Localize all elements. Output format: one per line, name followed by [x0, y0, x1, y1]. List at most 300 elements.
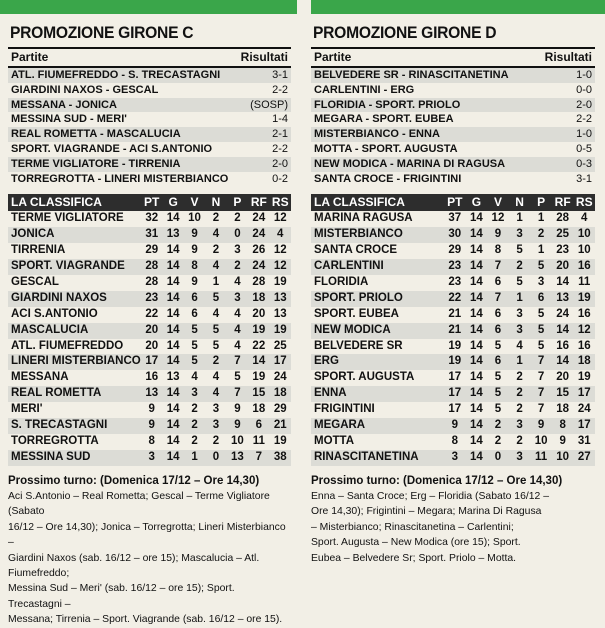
- match-score: 2-0: [272, 157, 288, 170]
- stat-cell: 1: [212, 275, 220, 288]
- stat-cell: 20: [556, 260, 570, 273]
- stat-cell: 5: [537, 339, 545, 352]
- stat-cell: 0: [212, 450, 220, 463]
- stat-cell: 2: [191, 418, 198, 431]
- match-name: ATL. FIUMEFREDDO - S. TRECASTAGNI: [11, 69, 221, 81]
- next-round-title: Prossimo turno: (Domenica 17/12 – Ore 14,30): [311, 474, 563, 487]
- standings-row: [311, 386, 595, 402]
- stat-cell: 14: [166, 355, 180, 368]
- stat-cell: 16: [145, 371, 159, 384]
- stat-cell: 5: [494, 339, 502, 352]
- girone-c-title: PROMOZIONE GIRONE C: [10, 23, 194, 42]
- team-name: SPORT. AUGUSTA: [314, 371, 415, 384]
- stat-cell: 7: [234, 355, 241, 368]
- match-score: 1-4: [272, 113, 288, 126]
- stat-cell: 5: [494, 371, 502, 384]
- stat-cell: 24: [577, 403, 591, 416]
- match-score: 3-1: [576, 172, 592, 185]
- stat-cell: 14: [556, 355, 570, 368]
- stat-cell: 3: [148, 450, 155, 463]
- stat-cell: 7: [494, 260, 502, 273]
- stat-cell: 2: [212, 434, 220, 447]
- stat-cell: 2: [494, 418, 502, 431]
- standings-row: [311, 275, 595, 291]
- team-name: TERME VIGLIATORE: [11, 212, 124, 225]
- stat-cell: 9: [494, 228, 502, 241]
- standings-row: [311, 370, 595, 386]
- match-score: 1-0: [576, 128, 592, 141]
- standings-row: [8, 227, 291, 243]
- match-score: 2-0: [576, 98, 592, 111]
- stat-cell: 17: [448, 403, 462, 416]
- stat-cell: 5: [494, 403, 502, 416]
- result-row: [311, 127, 595, 142]
- standings-row: [8, 402, 291, 418]
- stat-cell: 14: [469, 450, 483, 463]
- stat-cell: 14: [469, 260, 483, 273]
- stat-cell: 12: [273, 260, 287, 273]
- stat-cell: 20: [252, 307, 266, 320]
- stat-cell: 4: [212, 307, 220, 320]
- stat-cell: 2: [234, 212, 241, 225]
- stat-cell: 21: [448, 323, 462, 336]
- standings-header: [311, 194, 595, 211]
- stat-cell: 2: [516, 403, 523, 416]
- standings-row: [8, 291, 291, 307]
- stat-cell: 1: [516, 355, 523, 368]
- stat-cell: 14: [166, 212, 180, 225]
- stat-cell: 6: [494, 307, 502, 320]
- standings-col-header: PT: [447, 195, 463, 210]
- stat-cell: 14: [166, 339, 180, 352]
- stat-cell: 23: [448, 260, 462, 273]
- stat-cell: 9: [191, 228, 198, 241]
- match-name: TERME VIGLIATORE - TIRRENIA: [11, 157, 181, 170]
- stat-cell: 3: [451, 450, 458, 463]
- team-name: SPORT. PRIOLO: [314, 291, 403, 304]
- result-row: [8, 142, 291, 157]
- standings-col-header: RS: [575, 195, 593, 210]
- stat-cell: 38: [273, 450, 287, 463]
- stat-cell: 10: [556, 450, 570, 463]
- standings-row: [311, 291, 595, 307]
- standings-row: [8, 307, 291, 323]
- team-name: MARINA RAGUSA: [314, 212, 413, 225]
- stat-cell: 23: [448, 275, 462, 288]
- stat-cell: 3: [234, 291, 241, 304]
- girone-c-column: [8, 22, 291, 628]
- stat-cell: 5: [537, 323, 545, 336]
- stat-cell: 2: [516, 434, 523, 447]
- stat-cell: 3: [516, 418, 523, 431]
- stat-cell: 14: [469, 323, 483, 336]
- standings-col-header: G: [471, 195, 482, 210]
- stat-cell: 7: [537, 403, 545, 416]
- stat-cell: 14: [469, 418, 483, 431]
- green-strip-left: [0, 0, 297, 14]
- match-score: 0-5: [576, 142, 592, 155]
- result-row: [311, 68, 595, 83]
- result-row: [8, 83, 291, 98]
- stat-cell: 8: [494, 244, 502, 257]
- team-name: ATL. FIUMEFREDDO: [11, 339, 124, 352]
- standings-row: [311, 450, 595, 466]
- stat-cell: 3: [212, 403, 220, 416]
- stat-cell: 24: [252, 212, 266, 225]
- result-row: [8, 172, 291, 187]
- stat-cell: 20: [145, 323, 159, 336]
- stat-cell: 4: [191, 371, 198, 384]
- standings-row: [311, 259, 595, 275]
- next-round-line: Ore 14,30); Frigintini – Megara; Marina Di Ragusa: [311, 506, 542, 518]
- standings-row: [8, 211, 291, 227]
- result-row: [8, 112, 291, 127]
- stat-cell: 28: [252, 275, 266, 288]
- stat-cell: 7: [537, 371, 545, 384]
- standings-row: [8, 418, 291, 434]
- stat-cell: 25: [273, 339, 287, 352]
- stat-cell: 6: [494, 355, 502, 368]
- stat-cell: 14: [166, 291, 180, 304]
- match-score: 1-0: [576, 69, 592, 81]
- stat-cell: 20: [556, 371, 570, 384]
- next-round-line: – Misterbianco; Rinascitanetina – Carlentini;: [311, 521, 514, 533]
- stat-cell: 19: [252, 323, 266, 336]
- stat-cell: 18: [556, 403, 570, 416]
- next-round-line: Aci S.Antonio – Real Rometta; Gescal – Terme Vigliatore (Sabato: [8, 491, 270, 518]
- stat-cell: 15: [252, 387, 266, 400]
- stat-cell: 11: [578, 275, 591, 288]
- team-name: GESCAL: [11, 275, 59, 288]
- team-name: SPORT. EUBEA: [314, 307, 399, 320]
- stat-cell: 14: [469, 275, 483, 288]
- stat-cell: 19: [273, 434, 287, 447]
- match-score: 2-2: [272, 83, 288, 96]
- standings-row: [8, 370, 291, 386]
- stat-cell: 17: [145, 355, 159, 368]
- stat-cell: 3: [191, 387, 198, 400]
- next-round-text: [311, 489, 595, 566]
- stat-cell: 8: [451, 434, 458, 447]
- stat-cell: 4: [212, 371, 220, 384]
- stat-cell: 9: [191, 244, 198, 257]
- stat-cell: 12: [273, 212, 287, 225]
- stat-cell: 13: [556, 291, 570, 304]
- standings-body: [311, 211, 595, 465]
- stat-cell: 5: [191, 355, 198, 368]
- match-name: MOTTA - SPORT. AUGUSTA: [314, 142, 458, 155]
- stat-cell: 5: [191, 323, 198, 336]
- match-score: 0-2: [272, 172, 288, 185]
- stat-cell: 14: [469, 291, 483, 304]
- standings-table: [8, 194, 291, 465]
- standings-row: [8, 450, 291, 466]
- standings-col-header: N: [515, 195, 524, 210]
- match-name: MESSINA SUD - MERI': [11, 113, 127, 126]
- stat-cell: 1: [191, 450, 198, 463]
- stat-cell: 3: [516, 450, 523, 463]
- stat-cell: 9: [191, 275, 198, 288]
- stat-cell: 18: [273, 387, 287, 400]
- team-name: ENNA: [314, 387, 347, 400]
- team-name: ERG: [314, 355, 339, 368]
- stat-cell: 27: [577, 450, 591, 463]
- stat-cell: 12: [577, 323, 591, 336]
- team-name: MISTERBIANCO: [314, 228, 403, 241]
- match-name: MEGARA - SPORT. EUBEA: [314, 113, 454, 126]
- stat-cell: 14: [166, 260, 180, 273]
- stat-cell: 2: [212, 355, 220, 368]
- stat-cell: 13: [145, 387, 159, 400]
- stat-cell: 29: [273, 403, 287, 416]
- stat-cell: 14: [469, 212, 483, 225]
- results-list: [311, 68, 595, 186]
- stat-cell: 1: [516, 212, 523, 225]
- stat-cell: 17: [448, 387, 462, 400]
- team-name: TORREGROTTA: [11, 434, 99, 447]
- standings-row: [311, 211, 595, 227]
- match-score: 2-1: [272, 128, 288, 141]
- standings-col-header: P: [233, 195, 242, 210]
- stat-cell: 24: [252, 260, 266, 273]
- stat-cell: 17: [577, 418, 591, 431]
- stat-cell: 6: [494, 323, 502, 336]
- match-score: (SOSP): [250, 98, 288, 111]
- next-round-line: 16/12 – Ore 14,30); Jonica – Torregrotta; Lineri Misterbianco –: [8, 521, 286, 549]
- stat-cell: 9: [451, 418, 458, 431]
- stat-cell: 6: [494, 275, 502, 288]
- stat-cell: 29: [145, 244, 159, 257]
- results-header-label: Risultati: [240, 50, 288, 64]
- stat-cell: 16: [577, 260, 591, 273]
- team-name: MESSINA SUD: [11, 450, 91, 463]
- stat-cell: 8: [191, 260, 198, 273]
- stat-cell: 10: [577, 244, 591, 257]
- stat-cell: 14: [556, 275, 570, 288]
- stat-cell: 5: [537, 260, 545, 273]
- stat-cell: 14: [166, 275, 180, 288]
- stat-cell: 2: [516, 387, 523, 400]
- stat-cell: 11: [252, 434, 265, 447]
- standings-col-header: PT: [144, 195, 160, 210]
- standings-row: [311, 402, 595, 418]
- result-row: [311, 83, 595, 98]
- match-name: FLORIDIA - SPORT. PRIOLO: [314, 98, 461, 111]
- stat-cell: 9: [148, 403, 155, 416]
- stat-cell: 2: [537, 228, 545, 241]
- stat-cell: 13: [273, 307, 287, 320]
- match-score: 2-2: [272, 142, 288, 155]
- stat-cell: 16: [556, 339, 570, 352]
- standings-title: LA CLASSIFICA: [314, 195, 405, 210]
- stat-cell: 24: [556, 307, 570, 320]
- stat-cell: 4: [212, 260, 220, 273]
- stat-cell: 18: [577, 355, 591, 368]
- stat-cell: 15: [556, 387, 570, 400]
- stat-cell: 16: [577, 307, 591, 320]
- stat-cell: 14: [166, 403, 180, 416]
- next-round-line: Giardini Naxos (sab. 16/12 – ore 15); Mascalucia – Atl. Fiumefreddo;: [8, 552, 260, 580]
- stat-cell: 21: [273, 418, 287, 431]
- stat-cell: 28: [145, 275, 159, 288]
- stat-cell: 9: [234, 418, 241, 431]
- girone-d-title: PROMOZIONE GIRONE D: [313, 23, 497, 42]
- stat-cell: 26: [252, 244, 266, 257]
- stat-cell: 6: [191, 291, 198, 304]
- standings-row: [311, 323, 595, 339]
- standings-row: [8, 243, 291, 259]
- match-score: 0-3: [576, 157, 592, 170]
- team-name: MESSANA: [11, 371, 69, 384]
- stat-cell: 19: [448, 339, 462, 352]
- stat-cell: 31: [145, 228, 159, 241]
- stat-cell: 29: [448, 244, 462, 257]
- green-strip-right: [311, 0, 605, 14]
- stat-cell: 4: [234, 307, 241, 320]
- team-name: CARLENTINI: [314, 260, 384, 273]
- stat-cell: 2: [212, 244, 220, 257]
- result-row: [311, 172, 595, 187]
- stat-cell: 5: [494, 387, 502, 400]
- stat-cell: 6: [255, 418, 263, 431]
- team-name: FLORIDIA: [314, 275, 369, 288]
- standings-row: [8, 339, 291, 355]
- result-row: [8, 68, 291, 83]
- stat-cell: 2: [212, 212, 220, 225]
- stat-cell: 5: [516, 244, 523, 257]
- standings-col-header: V: [190, 195, 199, 210]
- stat-cell: 2: [234, 260, 241, 273]
- stat-cell: 5: [537, 307, 545, 320]
- stat-cell: 3: [234, 244, 241, 257]
- stat-cell: 24: [252, 228, 266, 241]
- stat-cell: 9: [537, 418, 545, 431]
- stat-cell: 37: [448, 212, 462, 225]
- stat-cell: 3: [516, 307, 523, 320]
- stat-cell: 0: [234, 228, 241, 241]
- stat-cell: 14: [469, 403, 483, 416]
- standings-row: [8, 275, 291, 291]
- stat-cell: 3: [537, 275, 545, 288]
- result-row: [311, 142, 595, 157]
- stat-cell: 5: [234, 371, 241, 384]
- stat-cell: 7: [494, 291, 502, 304]
- stat-cell: 1: [516, 291, 523, 304]
- standings-row: [8, 434, 291, 450]
- result-row: [311, 98, 595, 113]
- standings-table: [311, 194, 595, 465]
- stat-cell: 13: [166, 371, 180, 384]
- next-round-line: Messana; Tirrenia – Sport. Viagrande (sab. 16/12 – ore 15).: [8, 614, 283, 626]
- stat-cell: 10: [534, 434, 548, 447]
- stat-cell: 5: [212, 339, 220, 352]
- match-name: REAL ROMETTA - MASCALUCIA: [11, 128, 181, 141]
- stat-cell: 4: [516, 339, 523, 352]
- stat-cell: 19: [252, 371, 266, 384]
- stat-cell: 4: [234, 323, 241, 336]
- team-name: S. TRECASTAGNI: [11, 418, 108, 431]
- stat-cell: 14: [166, 387, 180, 400]
- match-name: SANTA CROCE - FRIGINTINI: [314, 172, 462, 185]
- stat-cell: 5: [516, 275, 523, 288]
- standings-col-header: G: [168, 195, 178, 210]
- stat-cell: 2: [191, 403, 198, 416]
- standings-row: [8, 323, 291, 339]
- results-header: [8, 47, 291, 68]
- stat-cell: 7: [234, 387, 241, 400]
- standings-row: [311, 418, 595, 434]
- next-round-line: Sport. Augusta – New Modica (ore 15); Sport.: [311, 537, 521, 549]
- stat-cell: 14: [469, 387, 483, 400]
- standings-col-header: RS: [271, 195, 289, 210]
- stat-cell: 28: [145, 260, 159, 273]
- stat-cell: 19: [577, 291, 591, 304]
- stat-cell: 7: [537, 355, 545, 368]
- standings-row: [311, 434, 595, 450]
- team-name: LINERI MISTERBIANCO: [11, 355, 141, 368]
- matches-header-label: Partite: [314, 50, 352, 64]
- stat-cell: 10: [577, 228, 591, 241]
- result-row: [8, 98, 291, 113]
- next-round-line: Messina Sud – Meri' (sab. 16/12 – ore 15); Sport. Trecastagni –: [8, 583, 235, 610]
- team-name: SPORT. VIAGRANDE: [11, 260, 125, 273]
- team-name: MERI': [11, 403, 43, 416]
- stat-cell: 13: [273, 291, 287, 304]
- standings-row: [8, 386, 291, 402]
- standings-col-header: P: [537, 195, 546, 210]
- standings-row: [8, 354, 291, 370]
- standings-row: [311, 354, 595, 370]
- stat-cell: 5: [212, 323, 220, 336]
- result-row: [8, 157, 291, 172]
- stat-cell: 2: [494, 434, 502, 447]
- stat-cell: 4: [277, 228, 284, 241]
- team-name: FRIGINTINI: [314, 403, 375, 416]
- stat-cell: 18: [252, 403, 266, 416]
- stat-cell: 14: [469, 434, 483, 447]
- stat-cell: 14: [469, 307, 483, 320]
- team-name: BELVEDERE SR: [314, 339, 403, 352]
- match-name: MISTERBIANCO - ENNA: [314, 128, 440, 141]
- stat-cell: 17: [577, 387, 591, 400]
- stat-cell: 19: [273, 275, 287, 288]
- stat-cell: 14: [166, 244, 180, 257]
- team-name: JONICA: [11, 228, 55, 241]
- next-round: [8, 474, 291, 628]
- team-name: RINASCITANETINA: [314, 450, 419, 463]
- match-score: 2-2: [576, 113, 592, 126]
- team-name: MEGARA: [314, 418, 366, 431]
- team-name: MOTTA: [314, 434, 355, 447]
- next-round-line: Enna – Santa Croce; Erg – Floridia (Sabato 16/12 –: [311, 491, 549, 503]
- stat-cell: 28: [556, 212, 570, 225]
- stat-cell: 25: [556, 228, 570, 241]
- next-round: [311, 474, 595, 566]
- stat-cell: 13: [231, 450, 244, 463]
- stat-cell: 4: [212, 228, 220, 241]
- stat-cell: 8: [559, 418, 566, 431]
- stat-cell: 14: [166, 323, 180, 336]
- standings-row: [311, 307, 595, 323]
- stat-cell: 14: [469, 228, 483, 241]
- stat-cell: 2: [516, 260, 523, 273]
- stat-cell: 10: [188, 212, 201, 225]
- matches-header-label: Partite: [11, 50, 49, 64]
- results-header: [311, 47, 595, 68]
- team-name: ACI S.ANTONIO: [11, 307, 98, 320]
- match-name: NEW MODICA - MARINA DI RAGUSA: [314, 157, 506, 170]
- standings-row: [311, 227, 595, 243]
